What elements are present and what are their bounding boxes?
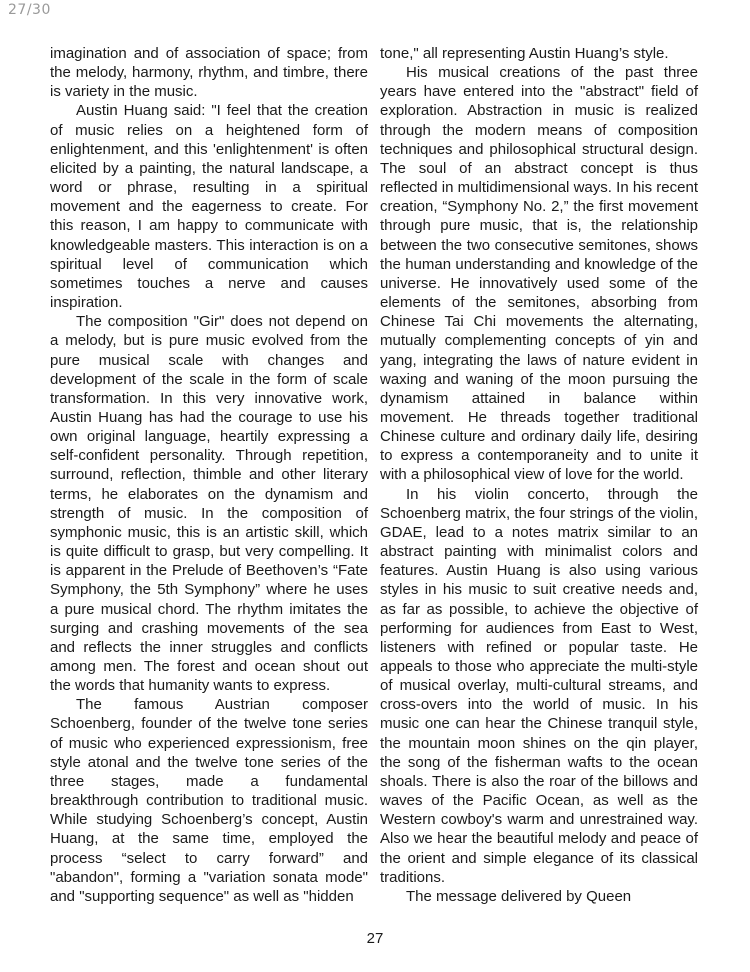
paragraph: The famous Austrian composer Schoenberg, founder of the twelve tone series of music who experienced expressionism, free style atonal and the twelve tone series of the three stages, made a fundamental breakthrough contribution to traditional music. While studying Schoenberg’s concept, Austin Huang, at the same time, employed the process “select to carry forward” and "abandon", forming a "variation sonata mode" and "supporting sequence" as well as "hidden [50, 696, 368, 905]
right-column [380, 44, 698, 906]
page-number: 27 [366, 930, 384, 947]
paragraph: The composition "Gir" does not depend on a melody, but is pure music evolved from the pure musical scale with changes and development of the scale in the form of scale transformation. In this very innovative work, Austin Huang has had the courage to use his own original language, heartily expressing a self-confident personality. Through repetition, surround, reflection, thimble and other literary terms, he elaborates on the dynamism and strength of music. In the composition of symphonic music, this is an artistic skill, which is quite difficult to grasp, but very compelling. It is apparent in the Prelude of Beethoven’s “Fate Symphony, the 5th Symphony” where he uses a pure musical chord. The rhythm imitates the surging and crashing movements of the sea and reflects the inner struggles and conflicts among men. The forest and ocean shout out the words that humanity wants to express. [50, 313, 368, 695]
paragraph: tone," all representing Austin Huang’s style. [380, 45, 669, 62]
paragraph: The message delivered by Queen [406, 887, 632, 905]
paragraph: In his violin concerto, through the Schoenberg matrix, the four strings of the violin, GDAE, lead to a notes matrix similar to an abstract painting with minimalist colors and features. Austin Huang is also using various styles in his music to suit creative needs and, as far as possible, to achieve the objective of performing for audiences from East to West, listeners with refined or popular taste. He appeals to those who appreciate the multi-style of musical overlay, multi-cultural streams, and cross-overs into the world of music. In his music one can hear the Chinese tranquil style, the mountain moon shines on the qin player, the song of the fisherman wafts to the ocean shoals. There is also the roar of the billows and waves of the Pacific Ocean, as well as the Western cowboy's warm and unrestrained way. Also we hear the beautiful melody and peace of the orient and simple elegance of its classical traditions. [380, 485, 698, 886]
paragraph: imagination and of association of space; from the melody, harmony, rhythm, and timbre, there is variety in the music. [50, 45, 368, 101]
paragraph: Austin Huang said: "I feel that the creation of music relies on a heightened form of enlightenment, and this 'enlightenment' is often elicited by a painting, the natural landscape, a word or phrase, resulting in a spiritual movement and the eagerness to create. For this reason, I am happy to communicate with knowledgeable masters. This interaction is on a spiritual level of communication which sometimes touches a nerve and causes inspiration. [50, 102, 368, 312]
page-counter: 27/30 [8, 2, 51, 18]
left-column [50, 44, 368, 906]
paragraph: His musical creations of the past three years have entered into the "abstract" field of exploration. Abstraction in music is realized through the modern means of composition techniques and philosophical structural design. The soul of an abstract concept is thus reflected in multidimensional ways. In his recent creation, “Symphony No. 2,” the first movement through pure music, that is, the relationship between the two consecutive semitones, shows the human understanding and knowledge of the universe. He innovatively used some of the elements of the semitones, absorbing from Chinese Tai Chi movements the alternating, mutually complementing concepts of yin and yang, integrating the laws of nature evident in waxing and waning of the moon pursuing the dynamism attained in balance within movement. He threads together traditional Chinese culture and ordinary daily life, desiring to express a contemporaneity and to unite it with a philosophical view of love for the world. [380, 64, 698, 484]
